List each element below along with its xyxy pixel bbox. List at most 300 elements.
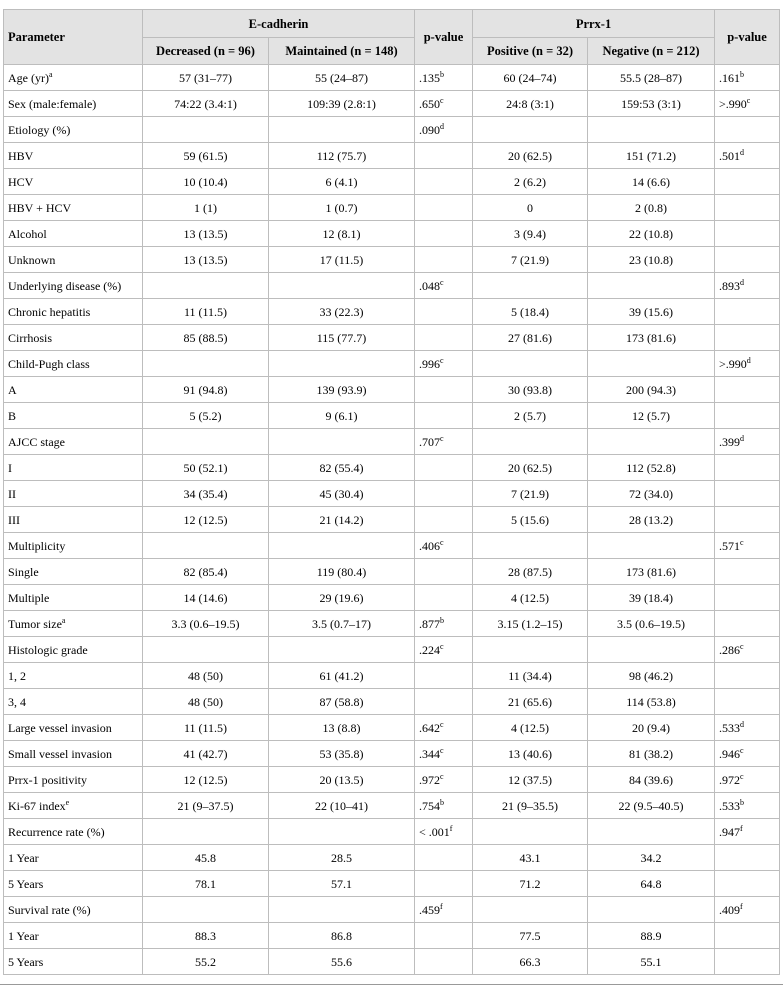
cell-pvalue-prrx1	[715, 689, 780, 715]
cell-ecadherin-maintained	[269, 585, 415, 611]
cell-prrx1-negative-text: 159:53 (3:1)	[621, 96, 681, 111]
cell-pvalue-prrx1	[715, 169, 780, 195]
cell-prrx1-positive-text: 11 (34.4)	[508, 668, 552, 683]
cell-prrx1-negative-text: 2 (0.8)	[635, 200, 668, 215]
cell-prrx1-positive-text: 7 (21.9)	[511, 252, 550, 267]
cell-prrx1-negative	[588, 949, 715, 975]
cell-ecadherin-decreased	[143, 65, 269, 91]
cell-prrx1-negative	[588, 169, 715, 195]
cell-prrx1-positive	[473, 273, 588, 299]
table-row	[4, 767, 780, 793]
cell-pvalue-ecadherin-text: .707	[419, 434, 441, 449]
cell-parameter	[4, 299, 143, 325]
footnote-marker: e	[65, 797, 70, 807]
cell-parameter-text: Histologic grade	[8, 642, 88, 657]
cell-parameter-text: 3, 4	[8, 694, 26, 709]
cell-pvalue-ecadherin	[415, 351, 473, 377]
cell-prrx1-positive	[473, 767, 588, 793]
table-row	[4, 377, 780, 403]
cell-parameter-text: Large vessel invasion	[8, 720, 112, 735]
cell-ecadherin-decreased-text: 11 (11.5)	[183, 304, 228, 319]
table-header	[4, 10, 780, 65]
cell-prrx1-negative	[588, 689, 715, 715]
cell-pvalue-ecadherin-text: .224	[419, 642, 441, 657]
cell-pvalue-ecadherin	[415, 845, 473, 871]
cell-ecadherin-decreased	[143, 923, 269, 949]
cell-prrx1-negative	[588, 195, 715, 221]
cell-ecadherin-maintained	[269, 195, 415, 221]
cell-prrx1-negative	[588, 507, 715, 533]
table-row	[4, 481, 780, 507]
cell-pvalue-prrx1	[715, 949, 780, 975]
clinicopathologic-table	[3, 9, 780, 975]
cell-parameter	[4, 559, 143, 585]
cell-pvalue-prrx1-text: .501	[719, 148, 741, 163]
cell-prrx1-negative	[588, 429, 715, 455]
footnote-marker: d	[740, 433, 745, 443]
table-row	[4, 533, 780, 559]
cell-prrx1-positive-text: 21 (65.6)	[508, 694, 553, 709]
cell-pvalue-ecadherin	[415, 559, 473, 585]
cell-pvalue-ecadherin	[415, 273, 473, 299]
table-row	[4, 663, 780, 689]
cell-pvalue-prrx1-text: .161	[719, 70, 741, 85]
cell-ecadherin-decreased-text: 21 (9–37.5)	[177, 798, 234, 813]
footnote-marker: c	[440, 771, 444, 781]
cell-prrx1-positive	[473, 949, 588, 975]
cell-pvalue-prrx1	[715, 533, 780, 559]
cell-ecadherin-decreased-text: 11 (11.5)	[183, 720, 228, 735]
cell-pvalue-prrx1	[715, 585, 780, 611]
cell-prrx1-positive-text: 71.2	[519, 876, 541, 891]
cell-prrx1-negative	[588, 273, 715, 299]
cell-ecadherin-maintained-text: 45 (30.4)	[319, 486, 364, 501]
cell-prrx1-positive	[473, 351, 588, 377]
cell-prrx1-negative	[588, 481, 715, 507]
cell-pvalue-ecadherin	[415, 767, 473, 793]
cell-pvalue-ecadherin	[415, 611, 473, 637]
cell-prrx1-negative	[588, 455, 715, 481]
cell-parameter	[4, 793, 143, 819]
cell-prrx1-positive-text: 20 (62.5)	[508, 148, 553, 163]
cell-ecadherin-maintained	[269, 299, 415, 325]
cell-prrx1-positive	[473, 533, 588, 559]
cell-pvalue-prrx1-text: .399	[719, 434, 741, 449]
cell-pvalue-prrx1-text: .893	[719, 278, 741, 293]
table-row	[4, 923, 780, 949]
cell-parameter-text: Underlying disease (%)	[8, 278, 122, 293]
cell-parameter-text: Cirrhosis	[8, 330, 53, 345]
cell-pvalue-prrx1	[715, 637, 780, 663]
cell-ecadherin-maintained	[269, 663, 415, 689]
cell-prrx1-positive-text: 20 (62.5)	[508, 460, 553, 475]
cell-ecadherin-decreased	[143, 793, 269, 819]
cell-prrx1-positive	[473, 143, 588, 169]
table-row	[4, 871, 780, 897]
cell-parameter	[4, 533, 143, 559]
cell-ecadherin-maintained-text: 119 (80.4)	[316, 564, 367, 579]
cell-prrx1-negative-text: 88.9	[640, 928, 662, 943]
cell-parameter	[4, 767, 143, 793]
cell-ecadherin-decreased	[143, 169, 269, 195]
cell-pvalue-prrx1	[715, 325, 780, 351]
footnote-marker: c	[740, 771, 744, 781]
cell-prrx1-positive-text: 43.1	[519, 850, 541, 865]
cell-ecadherin-decreased	[143, 741, 269, 767]
cell-pvalue-prrx1-text: .571	[719, 538, 741, 553]
cell-ecadherin-maintained	[269, 169, 415, 195]
footnote-marker: c	[746, 95, 751, 105]
cell-prrx1-positive	[473, 429, 588, 455]
cell-parameter	[4, 611, 143, 637]
cell-ecadherin-maintained-text: 20 (13.5)	[319, 772, 364, 787]
cell-parameter-text: Recurrence rate (%)	[8, 824, 105, 839]
cell-prrx1-negative-text: 20 (9.4)	[632, 720, 671, 735]
cell-pvalue-ecadherin	[415, 871, 473, 897]
cell-prrx1-negative	[588, 923, 715, 949]
cell-ecadherin-decreased	[143, 221, 269, 247]
cell-prrx1-positive-text: 3 (9.4)	[514, 226, 547, 241]
cell-prrx1-positive	[473, 663, 588, 689]
cell-pvalue-ecadherin	[415, 403, 473, 429]
cell-parameter-text: I	[8, 460, 12, 475]
footnote-marker: c	[440, 719, 444, 729]
cell-prrx1-positive-text: 7 (21.9)	[511, 486, 550, 501]
cell-prrx1-positive	[473, 741, 588, 767]
cell-prrx1-negative	[588, 637, 715, 663]
cell-ecadherin-maintained	[269, 715, 415, 741]
cell-ecadherin-maintained-text: 61 (41.2)	[319, 668, 364, 683]
cell-prrx1-positive-text: 0	[527, 200, 534, 215]
cell-ecadherin-decreased	[143, 949, 269, 975]
cell-parameter-text: Ki-67 index	[8, 798, 66, 813]
cell-pvalue-ecadherin-text: .642	[419, 720, 441, 735]
cell-prrx1-positive	[473, 169, 588, 195]
cell-pvalue-ecadherin	[415, 429, 473, 455]
header-maintained: Maintained (n = 148)	[269, 38, 415, 65]
cell-prrx1-negative	[588, 585, 715, 611]
cell-pvalue-ecadherin-text: .344	[419, 746, 441, 761]
cell-pvalue-prrx1	[715, 663, 780, 689]
cell-parameter	[4, 663, 143, 689]
cell-pvalue-prrx1	[715, 481, 780, 507]
cell-ecadherin-maintained	[269, 325, 415, 351]
cell-prrx1-negative	[588, 845, 715, 871]
cell-pvalue-ecadherin-text: .459	[419, 902, 441, 917]
cell-pvalue-prrx1	[715, 897, 780, 923]
cell-pvalue-ecadherin	[415, 117, 473, 143]
cell-prrx1-negative-text: 64.8	[640, 876, 662, 891]
cell-parameter-text: A	[8, 382, 17, 397]
cell-ecadherin-maintained	[269, 767, 415, 793]
cell-pvalue-ecadherin	[415, 637, 473, 663]
cell-ecadherin-decreased	[143, 299, 269, 325]
table-row	[4, 273, 780, 299]
cell-parameter-text: HBV + HCV	[8, 200, 72, 215]
footnote-marker: d	[440, 121, 445, 131]
cell-ecadherin-decreased	[143, 689, 269, 715]
cell-prrx1-positive-text: 66.3	[519, 954, 541, 969]
cell-parameter	[4, 819, 143, 845]
cell-parameter-text: Chronic hepatitis	[8, 304, 91, 319]
header-pvalue-prrx1: p-value	[715, 10, 780, 65]
cell-prrx1-positive	[473, 897, 588, 923]
cell-pvalue-ecadherin	[415, 221, 473, 247]
table-row	[4, 351, 780, 377]
cell-pvalue-prrx1	[715, 507, 780, 533]
cell-parameter	[4, 637, 143, 663]
cell-ecadherin-maintained	[269, 897, 415, 923]
table-row	[4, 403, 780, 429]
cell-parameter-text: Child-Pugh class	[8, 356, 90, 371]
cell-pvalue-prrx1	[715, 195, 780, 221]
cell-pvalue-prrx1-text: .946	[719, 746, 741, 761]
cell-parameter-text: 1 Year	[8, 850, 39, 865]
cell-prrx1-negative	[588, 767, 715, 793]
cell-prrx1-negative	[588, 143, 715, 169]
cell-parameter-text: Age (yr)	[8, 70, 49, 85]
cell-prrx1-negative-text: 72 (34.0)	[629, 486, 674, 501]
cell-ecadherin-maintained-text: 53 (35.8)	[319, 746, 364, 761]
cell-ecadherin-maintained-text: 3.5 (0.7–17)	[312, 616, 371, 631]
cell-ecadherin-decreased-text: 85 (88.5)	[183, 330, 228, 345]
cell-pvalue-prrx1-text: .972	[719, 772, 741, 787]
cell-ecadherin-maintained	[269, 689, 415, 715]
footnote-marker: a	[61, 615, 66, 625]
table-row	[4, 897, 780, 923]
cell-pvalue-ecadherin	[415, 585, 473, 611]
cell-pvalue-prrx1-text: .533	[719, 798, 741, 813]
cell-ecadherin-maintained-text: 55.6	[331, 954, 352, 969]
cell-pvalue-prrx1-text: .286	[719, 642, 741, 657]
cell-parameter-text: III	[8, 512, 20, 527]
cell-ecadherin-maintained-text: 29 (19.6)	[319, 590, 364, 605]
cell-ecadherin-decreased-text: 34 (35.4)	[183, 486, 228, 501]
cell-pvalue-ecadherin	[415, 923, 473, 949]
cell-ecadherin-decreased-text: 55.2	[195, 954, 216, 969]
cell-pvalue-ecadherin	[415, 897, 473, 923]
footnote-marker: f	[740, 823, 743, 833]
table-row	[4, 611, 780, 637]
cell-pvalue-ecadherin	[415, 455, 473, 481]
cell-pvalue-prrx1-text: >.990	[719, 96, 747, 111]
cell-parameter-text: II	[8, 486, 16, 501]
cell-parameter	[4, 143, 143, 169]
table-row	[4, 247, 780, 273]
table-row	[4, 689, 780, 715]
cell-prrx1-negative	[588, 611, 715, 637]
cell-prrx1-negative-text: 34.2	[640, 850, 662, 865]
table-row	[4, 429, 780, 455]
cell-ecadherin-maintained	[269, 871, 415, 897]
cell-ecadherin-decreased	[143, 273, 269, 299]
cell-ecadherin-decreased-text: 48 (50)	[188, 694, 223, 709]
cell-prrx1-positive	[473, 91, 588, 117]
cell-pvalue-ecadherin-text: .090	[419, 122, 441, 137]
cell-prrx1-negative-text: 55.5 (28–87)	[620, 70, 683, 85]
cell-ecadherin-maintained-text: 9 (6.1)	[325, 408, 358, 423]
cell-pvalue-prrx1	[715, 351, 780, 377]
cell-prrx1-negative	[588, 325, 715, 351]
table-row	[4, 949, 780, 975]
cell-parameter-text: Alcohol	[8, 226, 47, 241]
cell-pvalue-prrx1	[715, 65, 780, 91]
table-row	[4, 455, 780, 481]
cell-ecadherin-maintained	[269, 65, 415, 91]
cell-parameter-text: Small vessel invasion	[8, 746, 112, 761]
cell-parameter	[4, 429, 143, 455]
cell-prrx1-positive	[473, 871, 588, 897]
cell-parameter-text: 1 Year	[8, 928, 39, 943]
table-row	[4, 221, 780, 247]
cell-prrx1-positive	[473, 117, 588, 143]
cell-prrx1-negative-text: 151 (71.2)	[626, 148, 677, 163]
cell-prrx1-positive	[473, 819, 588, 845]
cell-pvalue-ecadherin-text: .406	[419, 538, 441, 553]
cell-ecadherin-maintained	[269, 637, 415, 663]
cell-prrx1-positive	[473, 611, 588, 637]
cell-ecadherin-decreased	[143, 845, 269, 871]
cell-parameter	[4, 403, 143, 429]
cell-parameter	[4, 507, 143, 533]
cell-prrx1-negative	[588, 377, 715, 403]
footnote-marker: c	[440, 277, 444, 287]
cell-pvalue-ecadherin-text: .048	[419, 278, 441, 293]
cell-prrx1-positive-text: 2 (5.7)	[514, 408, 547, 423]
cell-ecadherin-maintained	[269, 351, 415, 377]
cell-pvalue-ecadherin-text: .650	[419, 96, 441, 111]
cell-ecadherin-decreased-text: 74:22 (3.4:1)	[174, 96, 237, 111]
cell-parameter-text: 1, 2	[8, 668, 26, 683]
header-decreased: Decreased (n = 96)	[143, 38, 269, 65]
cell-ecadherin-maintained-text: 1 (0.7)	[325, 200, 358, 215]
footnote-marker: d	[746, 355, 751, 365]
table-row	[4, 195, 780, 221]
cell-ecadherin-decreased	[143, 871, 269, 897]
cell-ecadherin-decreased	[143, 585, 269, 611]
cell-parameter	[4, 195, 143, 221]
cell-pvalue-prrx1	[715, 793, 780, 819]
cell-ecadherin-decreased-text: 88.3	[195, 928, 216, 943]
footnote-marker: b	[440, 69, 445, 79]
footnote-marker: c	[440, 537, 444, 547]
cell-pvalue-ecadherin	[415, 481, 473, 507]
cell-prrx1-negative-text: 39 (15.6)	[629, 304, 674, 319]
cell-prrx1-negative	[588, 65, 715, 91]
cell-ecadherin-decreased-text: 48 (50)	[188, 668, 223, 683]
cell-ecadherin-decreased	[143, 117, 269, 143]
cell-pvalue-ecadherin	[415, 507, 473, 533]
cell-pvalue-ecadherin-text: .972	[419, 772, 441, 787]
cell-ecadherin-decreased	[143, 559, 269, 585]
cell-ecadherin-decreased	[143, 325, 269, 351]
cell-ecadherin-maintained	[269, 559, 415, 585]
cell-pvalue-ecadherin	[415, 377, 473, 403]
cell-pvalue-prrx1-text: .533	[719, 720, 741, 735]
cell-ecadherin-decreased	[143, 455, 269, 481]
table-row	[4, 585, 780, 611]
cell-pvalue-prrx1	[715, 429, 780, 455]
cell-ecadherin-maintained-text: 86.8	[331, 928, 352, 943]
cell-prrx1-negative-text: 112 (52.8)	[626, 460, 676, 475]
table-row	[4, 637, 780, 663]
cell-parameter	[4, 65, 143, 91]
table-row	[4, 793, 780, 819]
cell-ecadherin-maintained	[269, 91, 415, 117]
cell-pvalue-prrx1	[715, 611, 780, 637]
cell-prrx1-negative	[588, 741, 715, 767]
footnote-marker: f	[440, 901, 443, 911]
cell-ecadherin-maintained	[269, 455, 415, 481]
cell-pvalue-ecadherin	[415, 299, 473, 325]
cell-parameter	[4, 871, 143, 897]
cell-prrx1-negative-text: 22 (10.8)	[629, 226, 674, 241]
cell-ecadherin-maintained	[269, 819, 415, 845]
cell-ecadherin-decreased-text: 45.8	[195, 850, 216, 865]
cell-pvalue-prrx1	[715, 221, 780, 247]
cell-ecadherin-maintained-text: 112 (75.7)	[316, 148, 367, 163]
cell-prrx1-positive	[473, 507, 588, 533]
footnote-marker: d	[740, 147, 745, 157]
cell-ecadherin-maintained	[269, 143, 415, 169]
cell-parameter-text: B	[8, 408, 17, 423]
cell-ecadherin-decreased	[143, 377, 269, 403]
footnote-marker: b	[740, 797, 745, 807]
cell-prrx1-negative	[588, 91, 715, 117]
footnote-marker: b	[440, 615, 445, 625]
cell-prrx1-negative-text: 114 (53.8)	[626, 694, 676, 709]
cell-prrx1-negative	[588, 793, 715, 819]
cell-ecadherin-decreased-text: 41 (42.7)	[183, 746, 228, 761]
table-row	[4, 741, 780, 767]
cell-pvalue-prrx1	[715, 377, 780, 403]
cell-ecadherin-maintained-text: 13 (8.8)	[322, 720, 361, 735]
cell-parameter-text: Prrx-1 positivity	[8, 772, 88, 787]
cell-prrx1-positive	[473, 689, 588, 715]
cell-pvalue-prrx1-text: .409	[719, 902, 741, 917]
cell-parameter	[4, 91, 143, 117]
cell-ecadherin-maintained	[269, 273, 415, 299]
cell-parameter-text: Multiplicity	[8, 538, 66, 553]
cell-prrx1-positive	[473, 65, 588, 91]
cell-prrx1-positive-text: 30 (93.8)	[508, 382, 553, 397]
cell-prrx1-positive-text: 27 (81.6)	[508, 330, 553, 345]
cell-pvalue-prrx1	[715, 247, 780, 273]
cell-ecadherin-maintained-text: 28.5	[331, 850, 352, 865]
cell-pvalue-prrx1	[715, 767, 780, 793]
cell-prrx1-negative-text: 55.1	[640, 954, 662, 969]
cell-prrx1-positive	[473, 221, 588, 247]
cell-ecadherin-decreased-text: 13 (13.5)	[183, 226, 228, 241]
cell-pvalue-ecadherin	[415, 689, 473, 715]
cell-pvalue-prrx1-text: >.990	[719, 356, 747, 371]
table-row	[4, 325, 780, 351]
cell-ecadherin-maintained	[269, 611, 415, 637]
cell-pvalue-ecadherin	[415, 247, 473, 273]
table-row	[4, 299, 780, 325]
cell-prrx1-positive-text: 28 (87.5)	[508, 564, 553, 579]
cell-ecadherin-decreased-text: 5 (5.2)	[189, 408, 222, 423]
cell-prrx1-positive	[473, 247, 588, 273]
cell-prrx1-negative	[588, 897, 715, 923]
cell-parameter-text: Tumor size	[8, 616, 62, 631]
cell-pvalue-prrx1	[715, 273, 780, 299]
cell-prrx1-positive	[473, 481, 588, 507]
cell-ecadherin-decreased-text: 82 (85.4)	[183, 564, 228, 579]
cell-prrx1-negative-text: 28 (13.2)	[629, 512, 674, 527]
cell-pvalue-ecadherin	[415, 195, 473, 221]
cell-pvalue-ecadherin	[415, 715, 473, 741]
